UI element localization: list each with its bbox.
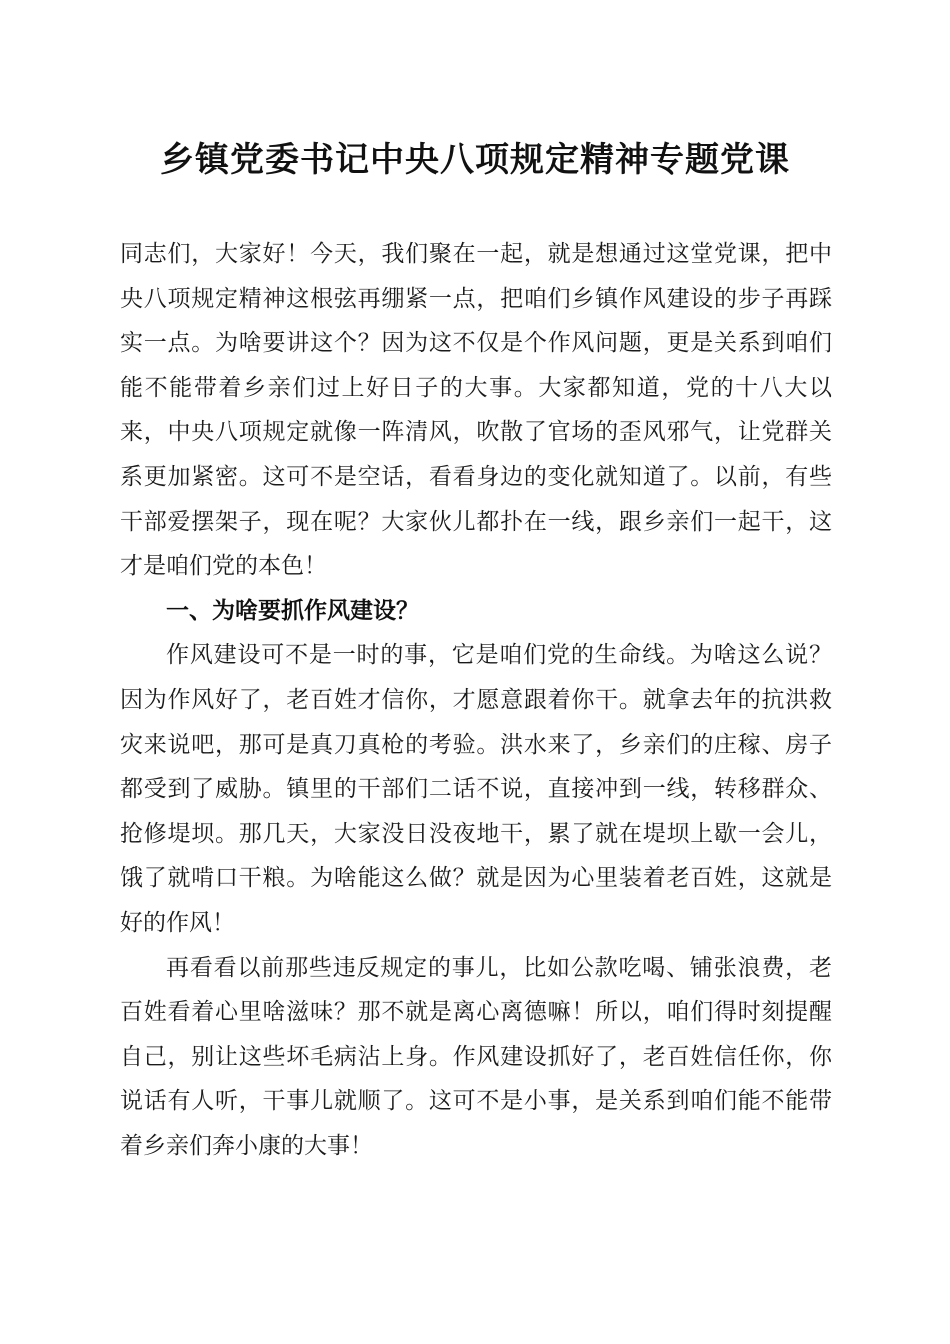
section-paragraph-1: 作风建设可不是一时的事，它是咱们党的生命线。为啥这么说？因为作风好了，老百姓才信你，才愿意跟着你干。就拿去年的抗洪救灾来说吧，那可是真刀真枪的考验。洪水来了，乡亲们的庄稼、房子都受到了威胁。镇里的干部们二话不说，直接冲到一线，转移群众、抢修堤坝。那几天，大家没日没夜地干，累了就在堤坝上歇一会儿，饿了就啃口干粮。为啥能这么做？就是因为心里装着老百姓，这就是好的作风！ (120, 642, 832, 936)
document-title: 乡镇党委书记中央八项规定精神专题党课 (160, 140, 790, 180)
document-body (120, 232, 832, 1168)
section-heading: 一、为啥要抓作风建设？ (166, 597, 419, 624)
intro-paragraph: 同志们，大家好！今天，我们聚在一起，就是想通过这堂党课，把中央八项规定精神这根弦再绷紧一点，把咱们乡镇作风建设的步子再踩实一点。为啥要讲这个？因为这不仅是个作风问题，更是关系到咱们能不能带着乡亲们过上好日子的大事。大家都知道，党的十八大以来，中央八项规定就像一阵清风，吹散了官场的歪风邪气，让党群关系更加紧密。这可不是空话，看看身边的变化就知道了。以前，有些干部爱摆架子，现在呢？大家伙儿都扑在一线，跟乡亲们一起干，这才是咱们党的本色！ (120, 241, 832, 580)
section-paragraph-2: 再看看以前那些违反规定的事儿，比如公款吃喝、铺张浪费，老百姓看着心里啥滋味？那不就是离心离德嘛！所以，咱们得时刻提醒自己，别让这些坏毛病沾上身。作风建设抓好了，老百姓信任你，你说话有人听，干事儿就顺了。这可不是小事，是关系到咱们能不能带着乡亲们奔小康的大事！ (120, 954, 832, 1159)
